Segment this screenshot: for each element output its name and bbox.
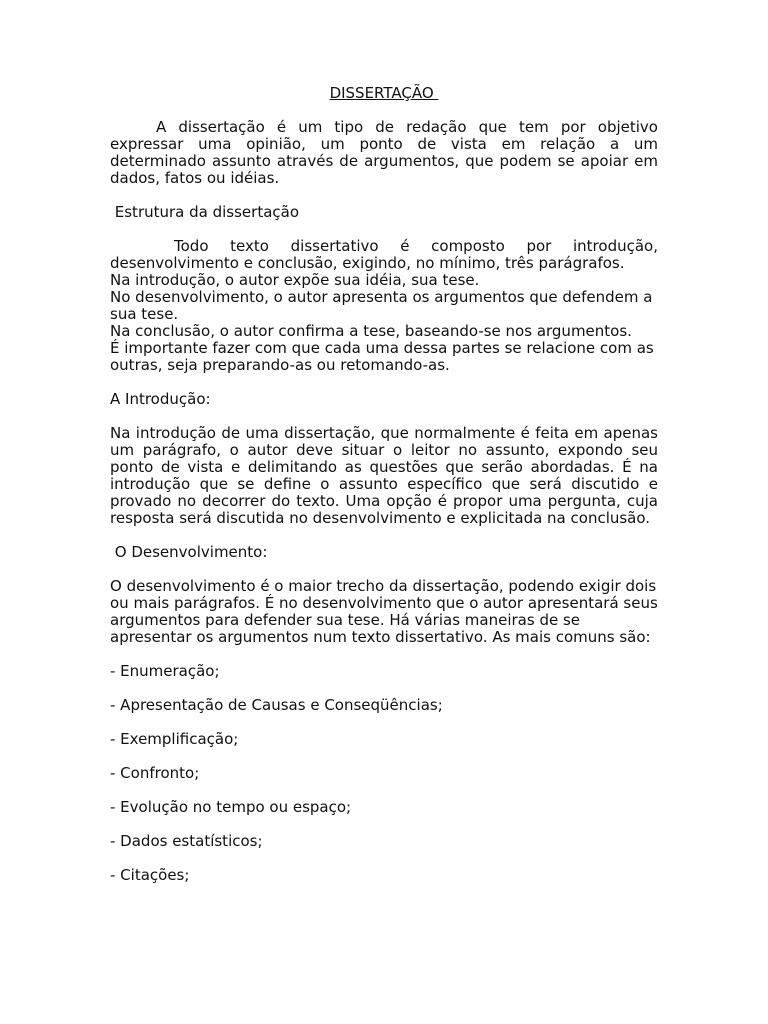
spacer — [110, 408, 658, 425]
spacer — [110, 816, 658, 833]
spacer — [110, 850, 658, 867]
structure-line-development: No desenvolvimento, o autor apresenta os argumentos que defendem a sua tese. — [110, 288, 653, 323]
list-item: - Apresentação de Causas e Conseqüências; — [110, 696, 443, 714]
structure-line-conclusion: Na conclusão, o autor confirma a tese, baseando-se nos argumentos. — [110, 322, 632, 340]
spacer — [110, 527, 658, 544]
introduction-paragraph: Na introdução de uma dissertação, que normalmente é feita em apenas um parágrafo, o autor deve situar o leitor no assunto, expondo seu ponto de vista e delimitando as questões que serão abordadas. É na introdução que se define o assunto específico que será discutido e provado no decorrer do texto. Uma opção é propor uma pergunta, cuja resposta será discutida no desenvolvimento e explicitada na conclusão. — [110, 424, 658, 527]
spacer — [110, 748, 658, 765]
intro-paragraph: A dissertação é um tipo de redação que tem por objetivo expressar uma opinião, um ponto de vista em relação a um determinado assunto através de argumentos, que podem se apoiar em dados, fatos ou idéias. — [110, 118, 658, 187]
structure-line-introduction: Na introdução, o autor expõe sua idéia, sua tese. — [110, 271, 480, 289]
spacer — [110, 561, 658, 578]
list-item: - Dados estatísticos; — [110, 832, 263, 850]
list-item: - Evolução no tempo ou espaço; — [110, 798, 352, 816]
structure-line-relation: É importante fazer com que cada uma dessa partes se relacione com as outras, seja preparando-as ou retomando-as. — [110, 339, 654, 374]
spacer — [110, 646, 658, 663]
document-page — [110, 85, 658, 884]
spacer — [110, 714, 658, 731]
spacer — [110, 221, 658, 238]
spacer — [110, 680, 658, 697]
development-heading: O Desenvolvimento: — [110, 543, 268, 561]
list-item: - Exemplificação; — [110, 730, 239, 748]
document-title: DISSERTAÇÃO — [329, 84, 439, 102]
list-item: - Enumeração; — [110, 662, 220, 680]
structure-heading: Estrutura da dissertação — [110, 203, 300, 221]
spacer — [110, 374, 658, 391]
spacer — [110, 782, 658, 799]
development-paragraph: O desenvolvimento é o maior trecho da dissertação, podendo exigir dois ou mais parágrafos. É no desenvolvimento que o autor apresentará seus argumentos para defender sua tese. Há várias maneiras de se apresentar os argumentos num texto dissertativo. As mais comuns são: — [110, 577, 658, 646]
introduction-heading: A Introdução: — [110, 390, 211, 408]
list-item: - Citações; — [110, 866, 190, 884]
structure-paragraph: Todo texto dissertativo é composto por introdução, desenvolvimento e conclusão, exigindo, no mínimo, três parágrafos. — [110, 237, 658, 272]
spacer — [110, 187, 658, 204]
list-item: - Confronto; — [110, 764, 200, 782]
